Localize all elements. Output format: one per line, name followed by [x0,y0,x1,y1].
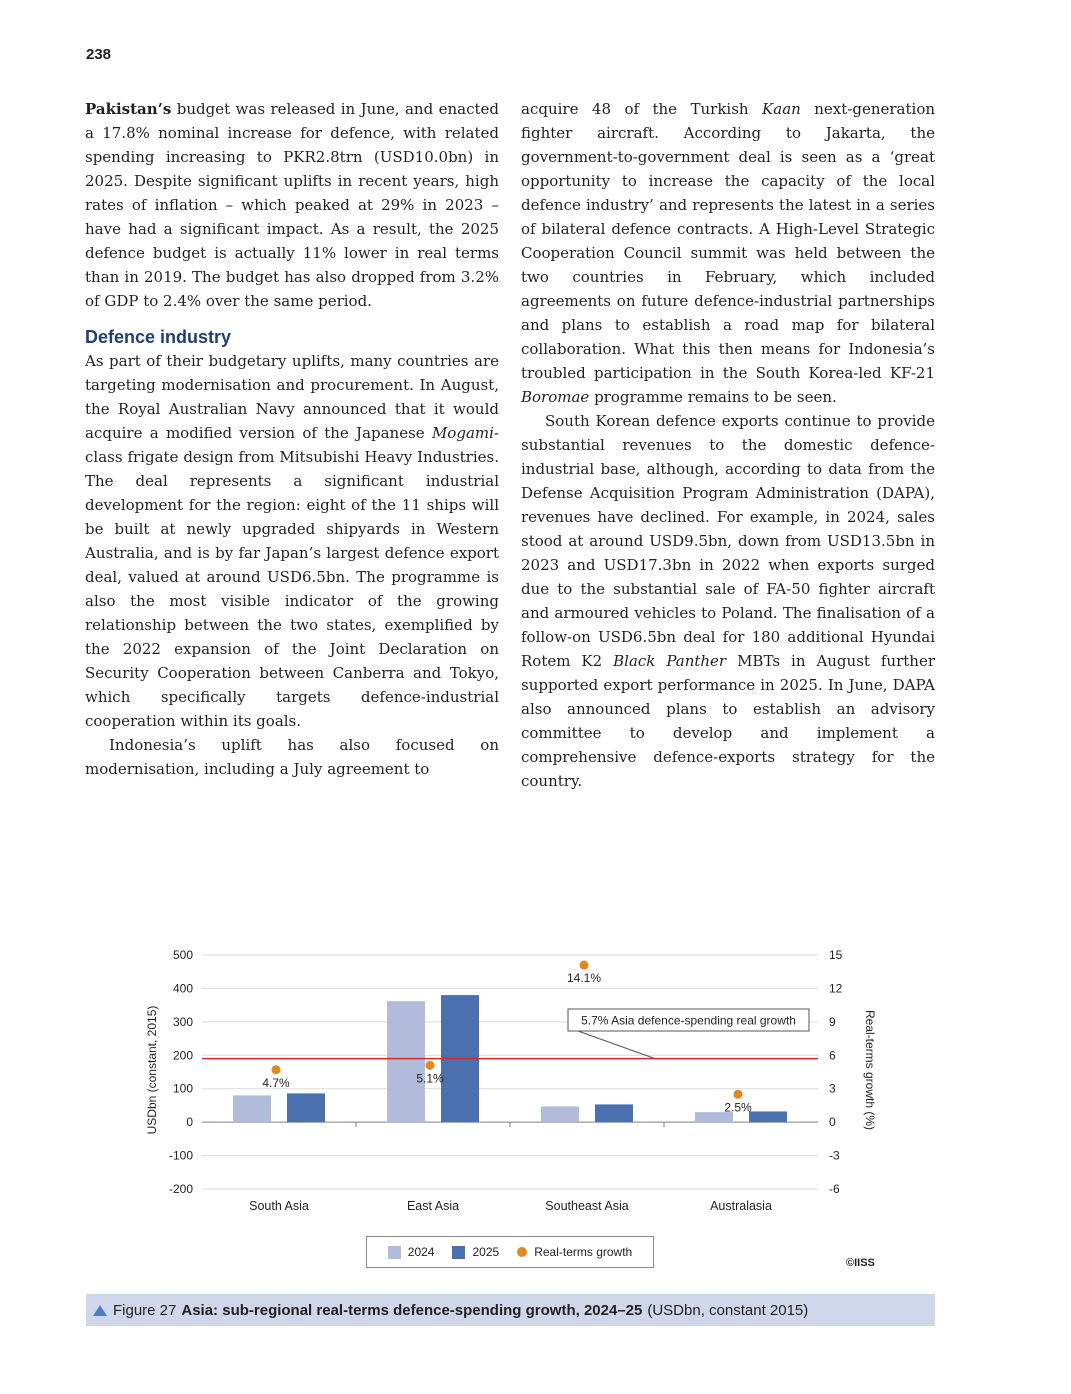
growth-label: 14.1% [566,971,602,986]
legend-dot-growth [517,1247,527,1257]
y-tick-label: 500 [172,948,193,962]
text-run: Black Panther [613,652,727,670]
text-run: Kaan [762,100,801,118]
y-right-tick-label: 3 [829,1081,836,1096]
bar-2024 [541,1106,579,1122]
text-run: programme remains to be seen. [589,388,837,406]
legend-item-growth [517,1245,632,1259]
legend-label-2024: 2024 [407,1245,435,1259]
growth-label: 5.1% [416,1071,444,1086]
growth-point [734,1090,743,1099]
category-label: Southeast Asia [545,1199,629,1213]
y-right-tick-label: 6 [829,1048,836,1063]
legend-label-growth: Real-terms growth [534,1245,633,1259]
triangle-icon [93,1305,107,1316]
y-right-tick-label: 9 [829,1014,836,1029]
y-right-axis-title: Real-terms growth (%) [863,1009,877,1131]
y-tick-label: -200 [168,1182,193,1196]
legend-item-2024 [388,1245,435,1259]
text-run: next-generation fighter aircraft. According to Jakarta, the government-to-government deal is seen as a ‘great opportunity to increase the capacity of the local defence industry’ and represents the latest in a series of bilateral defence contracts. A High-Level Strategic Cooperation Council summit was held between the two countries in February, which included agreements on future defence-industrial partnerships and plans to establish a road map for bilateral collaboration. What this then means for Indonesia’s troubled participation in the South Korea-led KF-21 [521,100,936,382]
chart-legend [366,1236,654,1268]
y-tick-label: 300 [172,1014,193,1029]
growth-point [580,961,589,970]
y-right-tick-label: -3 [829,1148,840,1163]
bar-2024 [387,1001,425,1122]
growth-label: 4.7% [262,1075,290,1090]
bar-2025 [287,1093,325,1122]
text-run: acquire 48 of the Turkish [521,100,763,118]
growth-point [272,1065,281,1074]
legend-swatch-2024 [388,1246,401,1259]
category-label: South Asia [249,1199,309,1213]
bar-2025 [749,1111,787,1122]
callout-leader [578,1031,655,1059]
bar-2025 [595,1104,633,1122]
bar-2024 [233,1095,271,1122]
legend-swatch-2025 [452,1246,465,1259]
y-tick-label: 0 [186,1115,193,1130]
legend-label-2025: 2025 [472,1245,500,1259]
text-run: -class frigate design from Mitsubishi Heavy Industries. The deal represents a significant industrial development for the region: eight of the 11 ships will be built at newly upgraded shipyards in Western Australia, and is by far Japan’s largest defence export deal, valued at around USD6.5bn. The programme is also the most visible indicator of the growing relationship between the two states, exemplified by the 2022 expansion of the Joint Declaration on Security Cooperation between Canberra and Tokyo, which specifically targets defence-industrial cooperation within its goals. [85,424,499,730]
y-right-tick-label: 15 [829,948,843,962]
text-run: South Korean defence exports continue to provide substantial revenues to the domestic defence-industrial base, although, according to data from the Defense Acquisition Program Administration (DAPA), revenues have declined. For example, in 2024, sales stood at around USD9.5bn, down from USD13.5bn in 2023 and USD17.3bn in 2022 when exports surged due to the substantial sale of FA-50 fighter aircraft and armoured vehicles to Poland. The finalisation of a follow-on USD6.5bn deal for 180 additional Hyundai Rotem K2 [521,412,935,670]
y-tick-label: 200 [172,1048,193,1063]
growth-label: 2.5% [724,1100,752,1115]
category-label: East Asia [406,1199,460,1213]
y-tick-label: 400 [172,981,193,996]
text-run: Indonesia’s uplift has also focused on modernisation, including a July agreement to [85,736,499,778]
y-right-tick-label: 12 [829,981,843,996]
copyright-label: ©IISS [846,1257,875,1269]
text-run: budget was released in June, and enacted a 17.8% nominal increase for defence, with related spending increasing to PKR2.8trn (USD10.0bn) in 2025. Despite significant uplifts in recent years, high rates of inflation – which peaked at 29% in 2023 – have had a significant impact. As a result, the 2025 defence budget is actually 11% lower in real terms than in 2019. The budget has also dropped from 3.2% of GDP to 2.4% over the same period. [85,100,499,310]
legend-item-2025 [452,1245,499,1259]
category-label: Australasia [710,1199,772,1213]
figure-number: Figure 27 [113,1301,177,1319]
growth-point [426,1061,435,1070]
y-tick-label: -100 [168,1148,193,1163]
text-run: MBTs in August further supported export performance in 2025. In June, DAPA also announced plans to establish an advisory committee to develop and implement a comprehensive defence-exports strategy for the country. [521,652,936,790]
text-run: As part of their budgetary uplifts, many countries are targeting modernisation and procurement. In August, the Royal Australian Navy announced that it would acquire a modified version of the Japanese [85,352,499,442]
y-axis-title: USDbn (constant, 2015) [145,1005,159,1135]
figure-caption [86,1294,935,1326]
figure-title: Asia: sub-regional real-terms defence-spending growth, 2024–25 [181,1301,643,1319]
figure-units: (USDbn, constant 2015) [647,1301,809,1319]
callout-label: 5.7% Asia defence-spending real growth [581,1013,796,1028]
text-run: Pakistan’s [85,100,172,118]
text-run: Boromae [521,388,590,406]
page-number: 238 [86,46,112,63]
y-right-tick-label: 0 [829,1115,836,1130]
y-right-tick-label: -6 [829,1182,840,1196]
text-run: Mogami [431,424,494,442]
y-tick-label: 100 [172,1081,193,1096]
section-heading: Defence industry [85,327,232,347]
